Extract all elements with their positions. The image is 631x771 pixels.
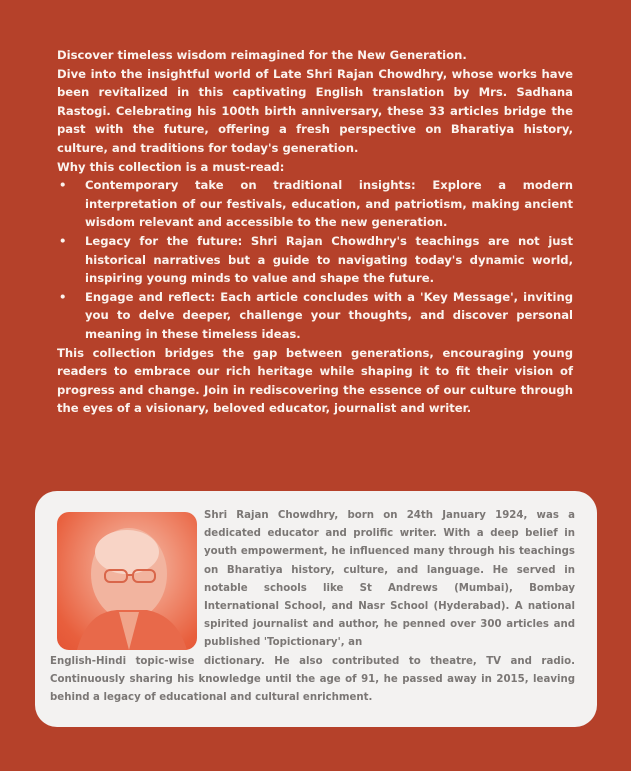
- list-item: • Legacy for the future: Shri Rajan Chowdhry's teachings are not just historical narratives but a guide to navigating today's dynamic world, inspiring young minds to value and shape the future.: [85, 232, 573, 288]
- bio-text-continued: English-Hindi topic-wise dictionary. He also contributed to theatre, TV and radio. Continuously sharing his knowledge until the age of 91, he passed away in 2015, leaving behind a legacy of educational and cultural enrichment.: [50, 656, 575, 704]
- headline: Discover timeless wisdom reimagined for the New Generation.: [57, 48, 467, 62]
- intro-paragraph: Dive into the insightful world of Late Shri Rajan Chowdhry, whose works have been revitalized in this captivating English translation by Mrs. Sadhana Rastogi. Celebrating his 100th birth anniversary, these 33 articles bridge the past with the future, offering a fresh perspective on Bharatiya history, culture, and traditions for today's generation.: [57, 66, 573, 155]
- bio-text: Shri Rajan Chowdhry, born on 24th January 1924, was a dedicated educator and prolific writer. With a deep belief in youth empowerment, he influenced many through his teachings on Bharatiya history, culture, and language. He served in notable schools like St Andrews (Mumbai), Bombay International School, and Nasr School (Hyderabad). A national spirited journalist and author, he penned over 300 articles and published 'Topictionary', an: [204, 510, 575, 649]
- list-item: • Contemporary take on traditional insights: Explore a modern interpretation of our festivals, education, and patriotism, making ancient wisdom relevant and accessible to the new generation.: [85, 176, 573, 232]
- blurb: [57, 46, 573, 418]
- list-item: • Engage and reflect: Each article concludes with a 'Key Message', inviting you to delve deeper, challenge your thoughts, and discover personal meaning in these timeless ideas.: [85, 288, 573, 344]
- reasons-list: [57, 176, 573, 343]
- author-card: [35, 491, 597, 727]
- why-heading: Why this collection is a must-read:: [57, 159, 285, 174]
- author-photo: [57, 512, 197, 650]
- portrait-icon: [57, 512, 197, 650]
- closing-paragraph: This collection bridges the gap between generations, encouraging young readers to embrace our rich heritage while shaping it to fit their vision of progress and change. Join in rediscovering the essence of our culture through the eyes of a visionary, beloved educator, journalist and writer.: [57, 345, 573, 416]
